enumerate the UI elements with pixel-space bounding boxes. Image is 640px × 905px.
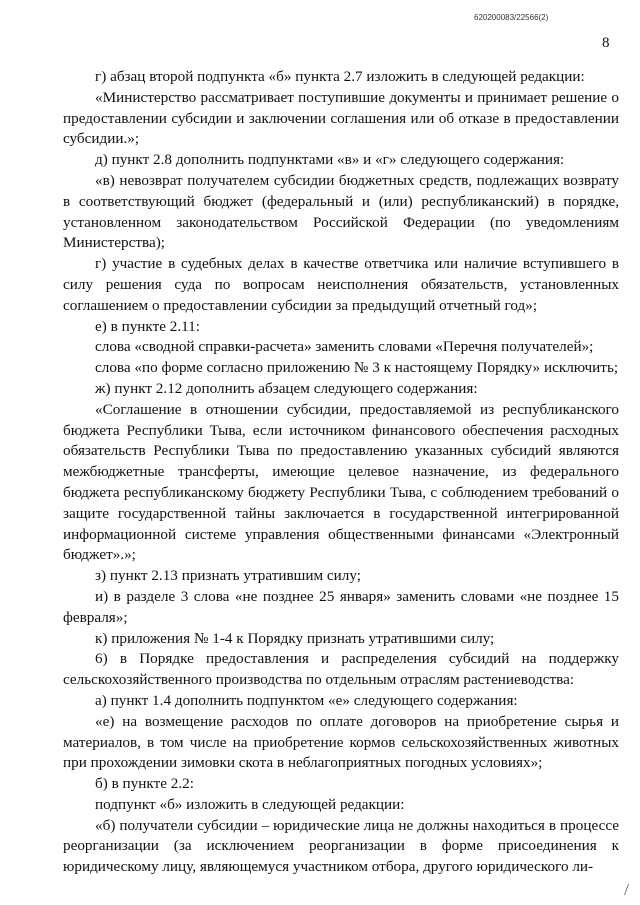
paragraph: «Министерство рассматривает поступившие документы и принимает решение о предоставлении субсидии и заключении соглашения или об отказе в предоставлении субсидии.»;	[63, 88, 619, 148]
page-number: 8	[602, 35, 610, 51]
paragraph: е) в пункте 2.11:	[95, 317, 200, 335]
document-body	[63, 67, 619, 878]
paragraph: д) пункт 2.8 дополнить подпунктами «в» и «г» следующего содержания:	[95, 151, 565, 169]
paragraph: подпункт «б» изложить в следующей редакции:	[95, 795, 405, 813]
paragraph: г) участие в судебных делах в качестве ответчика или наличие вступившего в силу решения суда по вопросам неисполнения обязательств, установленных соглашением о предоставлении субсидии за предыдущий отчетный год»;	[63, 255, 619, 314]
paragraph: а) пункт 1.4 дополнить подпунктом «е» следующего содержания:	[95, 691, 518, 709]
paragraph: «е) на возмещение расходов по оплате договоров на приобретение сырья и материалов, в том числе на приобретение кормов сельскохозяйственных животных при прохождении зимовки скота в неблагоприятных погодных условиях»;	[63, 712, 619, 772]
scan-mark	[624, 884, 633, 895]
paragraph: «б) получатели субсидии – юридические лица не должны находиться в процессе реорганизации (за исключением реорганизации в форме присоединения к юридическому лицу, являющемуся участником отбора, другого юридического ли-	[63, 816, 619, 876]
paragraph: слова «по форме согласно приложению № 3 к настоящему Порядку» исключить;	[95, 359, 619, 377]
paragraph: к) приложения № 1-4 к Порядку признать утратившими силу;	[95, 629, 495, 647]
paragraph: з) пункт 2.13 признать утратившим силу;	[95, 567, 361, 585]
paragraph: г) абзац второй подпункта «б» пункта 2.7 изложить в следующей редакции:	[95, 68, 585, 85]
paragraph: «в) невозврат получателем субсидии бюджетных средств, подлежащих возврату в соответствующий бюджет (федеральный и (или) республиканский) в порядке, установленном законодательством Российской Федерации (по уведомлениям Министерства);	[63, 171, 619, 252]
paragraph: б) в пункте 2.2:	[95, 775, 194, 793]
paragraph: и) в разделе 3 слова «не позднее 25 января» заменить словами «не позднее 15 февраля»;	[63, 587, 619, 626]
paragraph: 6) в Порядке предоставления и распределения субсидий на поддержку сельскохозяйственного производства по отдельным отраслям растениеводства:	[63, 650, 619, 689]
document-number: 620200083/22566(2)	[474, 13, 549, 22]
paragraph: ж) пункт 2.12 дополнить абзацем следующего содержания:	[95, 379, 478, 397]
paragraph: слова «сводной справки-расчета» заменить словами «Перечня получателей»;	[95, 338, 594, 356]
paragraph: «Соглашение в отношении субсидии, предоставляемой из республиканского бюджета Республики Тыва, если источником финансового обеспечения расходных обязательств Республики Тыва по предоставлению указанных субсидий являются межбюджетные трансферты, имеющие целевое назначение, из федерального бюджета республиканскому бюджету Республики Тыва, с соблюдением требований о защите государственной тайны заключается в государственной интегрированной информационной системе управления общественными финансами «Электронный бюджет».»;	[63, 400, 619, 564]
